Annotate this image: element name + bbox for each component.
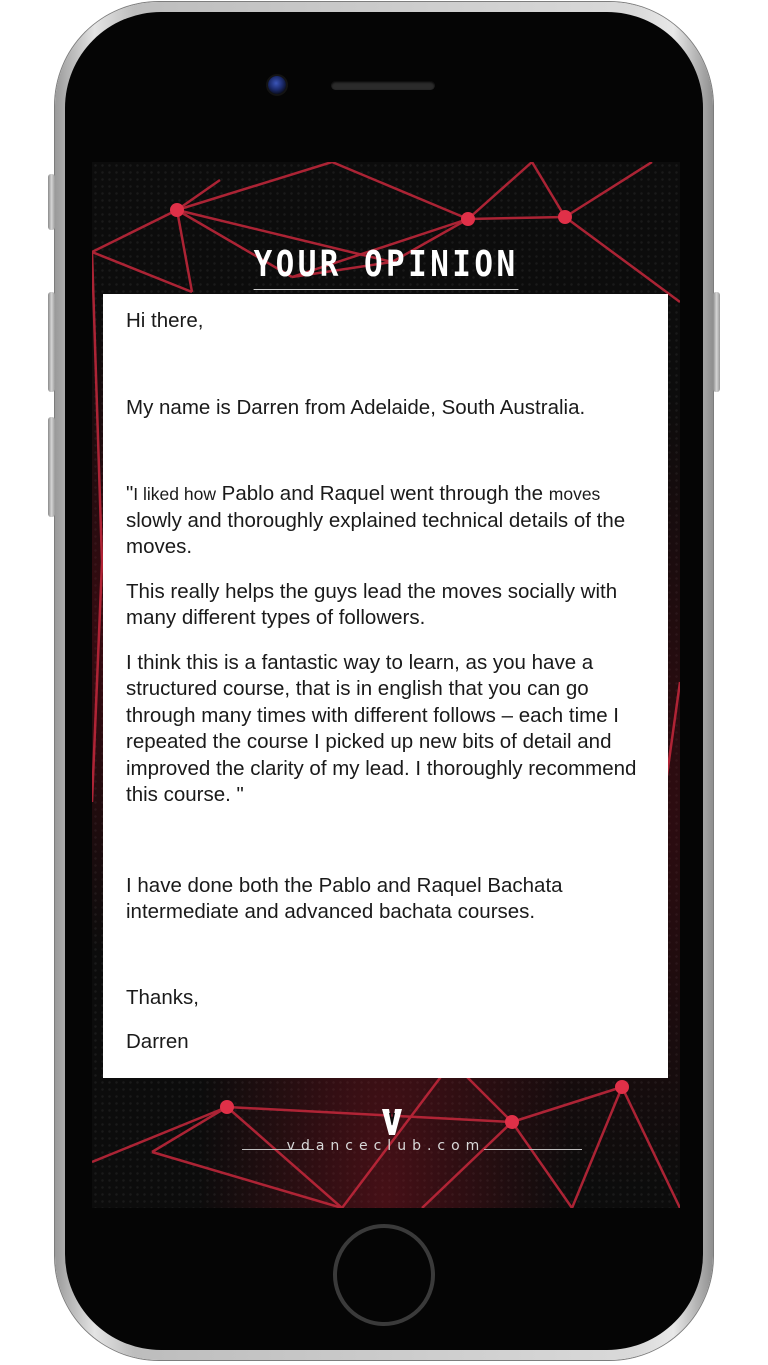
quote-liked-how: I liked how bbox=[133, 484, 216, 504]
network-node bbox=[558, 210, 572, 224]
earpiece-speaker bbox=[331, 81, 435, 90]
network-line bbox=[512, 1122, 572, 1208]
home-button-icon[interactable] bbox=[333, 1224, 435, 1326]
network-line bbox=[468, 162, 532, 219]
network-line bbox=[152, 1152, 342, 1208]
app-screen bbox=[92, 162, 680, 1208]
network-line bbox=[512, 1087, 622, 1122]
vdanceclub-logo-icon bbox=[380, 1107, 404, 1137]
courses-text: I have done both the Pablo and Raquel Bachata intermediate and advanced bachata courses. bbox=[126, 873, 563, 923]
network-line bbox=[532, 162, 565, 217]
network-node bbox=[461, 212, 475, 226]
network-line bbox=[227, 1107, 512, 1122]
intro-text: My name is Darren from Adelaide, South Australia. bbox=[126, 395, 586, 419]
testimonial-card bbox=[103, 294, 668, 1078]
network-line bbox=[227, 1107, 342, 1208]
quote-paragraph-2: This really helps the guys lead the moves socially with many different types of followers. bbox=[126, 579, 618, 629]
signature-text: Darren bbox=[126, 1030, 189, 1053]
quote-open-mark: " bbox=[126, 482, 134, 505]
greeting-text: Hi there, bbox=[126, 309, 204, 332]
network-node bbox=[615, 1080, 629, 1094]
footer-site-link[interactable]: vdanceclub.com bbox=[286, 1138, 486, 1154]
volume-up-button bbox=[48, 292, 55, 392]
quote-part-b: slowly and thoroughly explained technical details of the moves. bbox=[126, 508, 626, 558]
network-node bbox=[505, 1115, 519, 1129]
mute-switch bbox=[48, 174, 55, 230]
volume-down-button bbox=[48, 417, 55, 517]
quote-moves-word: moves bbox=[548, 484, 601, 504]
network-line bbox=[177, 162, 332, 210]
network-line bbox=[92, 562, 102, 802]
thanks-text: Thanks, bbox=[126, 985, 199, 1009]
quote-paragraph-1 bbox=[126, 481, 646, 561]
quote-part-a: Pablo and Raquel went through the bbox=[215, 482, 549, 505]
network-line bbox=[565, 162, 652, 217]
network-line bbox=[422, 1122, 512, 1208]
network-node bbox=[220, 1100, 234, 1114]
network-node bbox=[170, 203, 184, 217]
network-line bbox=[332, 162, 468, 219]
page-title: YOUR OPINION bbox=[254, 244, 519, 290]
heading-wrap bbox=[92, 244, 680, 290]
quote-paragraph-3: I think this is a fantastic way to learn, as you have a structured course, that is in english that you can go through many times with different follows – each time I repeated the course I picked up new bits of detail and improved the clarity of my lead. I thoroughly recommend this course. " bbox=[126, 650, 637, 806]
network-line bbox=[177, 180, 220, 210]
front-camera-icon bbox=[268, 76, 286, 94]
network-line bbox=[92, 252, 102, 562]
power-button bbox=[713, 292, 720, 392]
network-line bbox=[468, 217, 565, 219]
